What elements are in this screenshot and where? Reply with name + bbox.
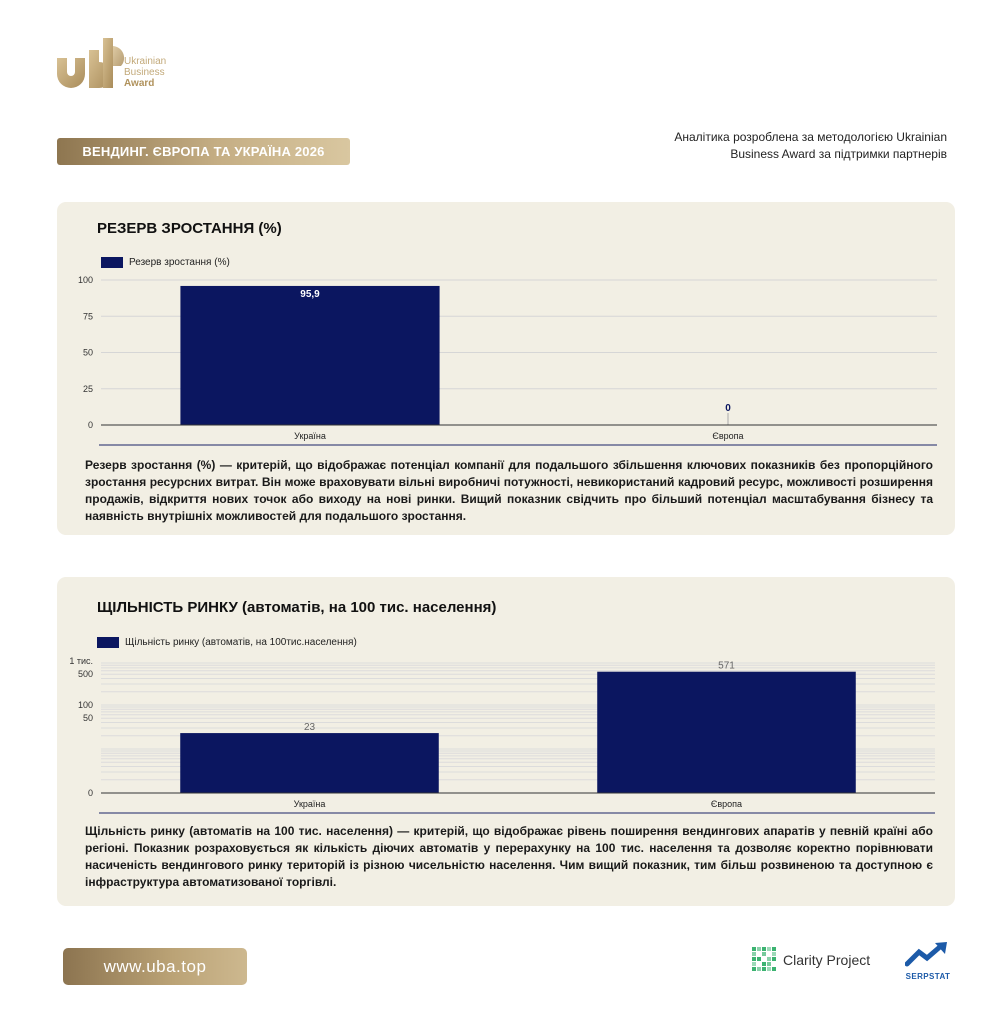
- growth-reserve-card: [57, 202, 955, 535]
- market-density-card: [57, 577, 955, 906]
- data-label: 571: [718, 660, 735, 672]
- clarity-grid-icon: [752, 947, 778, 973]
- data-label: 23: [303, 722, 316, 734]
- logo-wordmark: [124, 56, 166, 89]
- y-tick-label: 500: [77, 669, 93, 680]
- y-tick-label: 100: [77, 700, 93, 710]
- page-title: ВЕНДИНГ. ЄВРОПА ТА УКРАЇНА 2026: [57, 138, 350, 165]
- growth-reserve-description: Резерв зростання (%) — критерій, що відображає потенціал компанії для подальшого збільшення ключових показників без пропорційного зростання ресурсних витрат. Він може враховувати вільні виробничі потужності, невикористаний кадровий ресурс, можливості розширення продажів, відкриття нових точок або виходу на нові ринки. Вищий показник свідчить про більший потенціал масштабування бізнесу та наявність внутрішніх можливостей для подальшого зростання.: [85, 458, 933, 523]
- serpstat-chart-icon: [905, 940, 951, 968]
- market-density-chart: [57, 655, 955, 815]
- website-link[interactable]: www.uba.top: [63, 948, 247, 985]
- logo-line-3: Award: [124, 78, 155, 89]
- x-tick-label: Європа: [712, 431, 744, 441]
- legend-label: Щільність ринку (автоматів, на 100тис.населення): [125, 637, 357, 648]
- data-label: 95,9: [300, 288, 320, 300]
- x-tick-label: Україна: [294, 431, 326, 441]
- logo-line-2: Business: [124, 67, 165, 78]
- y-tick-label: 50: [82, 347, 93, 358]
- legend-swatch: [97, 637, 119, 648]
- market-density-title: ЩІЛЬНІСТЬ РИНКУ (автоматів, на 100 тис. населення): [97, 599, 497, 616]
- y-tick-label: 75: [82, 311, 93, 322]
- clarity-project-logo: [752, 947, 870, 973]
- data-label: 0: [725, 403, 731, 414]
- y-tick-label: 50: [82, 713, 93, 724]
- logo-line-1: Ukrainian: [124, 56, 167, 67]
- growth-reserve-title: РЕЗЕРВ ЗРОСТАННЯ (%): [97, 220, 282, 237]
- uba-logo-mark: [57, 38, 187, 90]
- methodology-note: [627, 129, 947, 163]
- methodology-line-1: Аналітика розроблена за методологією Ukrainian: [674, 130, 947, 144]
- bar: [180, 286, 439, 425]
- legend-swatch: [101, 257, 123, 268]
- x-tick-label: Європа: [710, 799, 743, 809]
- serpstat-label: SERPSTAT: [905, 972, 951, 981]
- bar: [180, 733, 439, 793]
- market-density-description: Щільність ринку (автоматів на 100 тис. населення) — критерій, що відображає рівень поширення вендингових апаратів у певній країні або регіоні. Показник розраховується як кількість діючих автоматів у перерахунку на 100 тис. населення та дозволяє коректно порівнювати насиченість вендингового ринку територій із різною чисельністю населення. Чим вищий показник, тим більш розвиненою та доступною є інфраструктура автоматизованої торгівлі.: [85, 824, 933, 889]
- growth-reserve-legend: [101, 257, 230, 268]
- market-density-legend: [97, 637, 357, 648]
- bar: [597, 672, 856, 793]
- growth-reserve-chart: [57, 270, 955, 450]
- y-tick-label: 25: [82, 383, 93, 394]
- y-tick-label: 100: [77, 275, 93, 285]
- methodology-line-2: Business Award за підтримки партнерів: [730, 147, 947, 161]
- legend-label: Резерв зростання (%): [129, 257, 230, 268]
- y-tick-label: 0: [87, 420, 93, 430]
- serpstat-logo: [900, 940, 956, 981]
- x-tick-label: Україна: [293, 799, 326, 809]
- y-tick-label: 0: [87, 788, 93, 798]
- y-tick-label: 1 тис.: [69, 656, 93, 666]
- clarity-project-label: Clarity Project: [783, 952, 871, 968]
